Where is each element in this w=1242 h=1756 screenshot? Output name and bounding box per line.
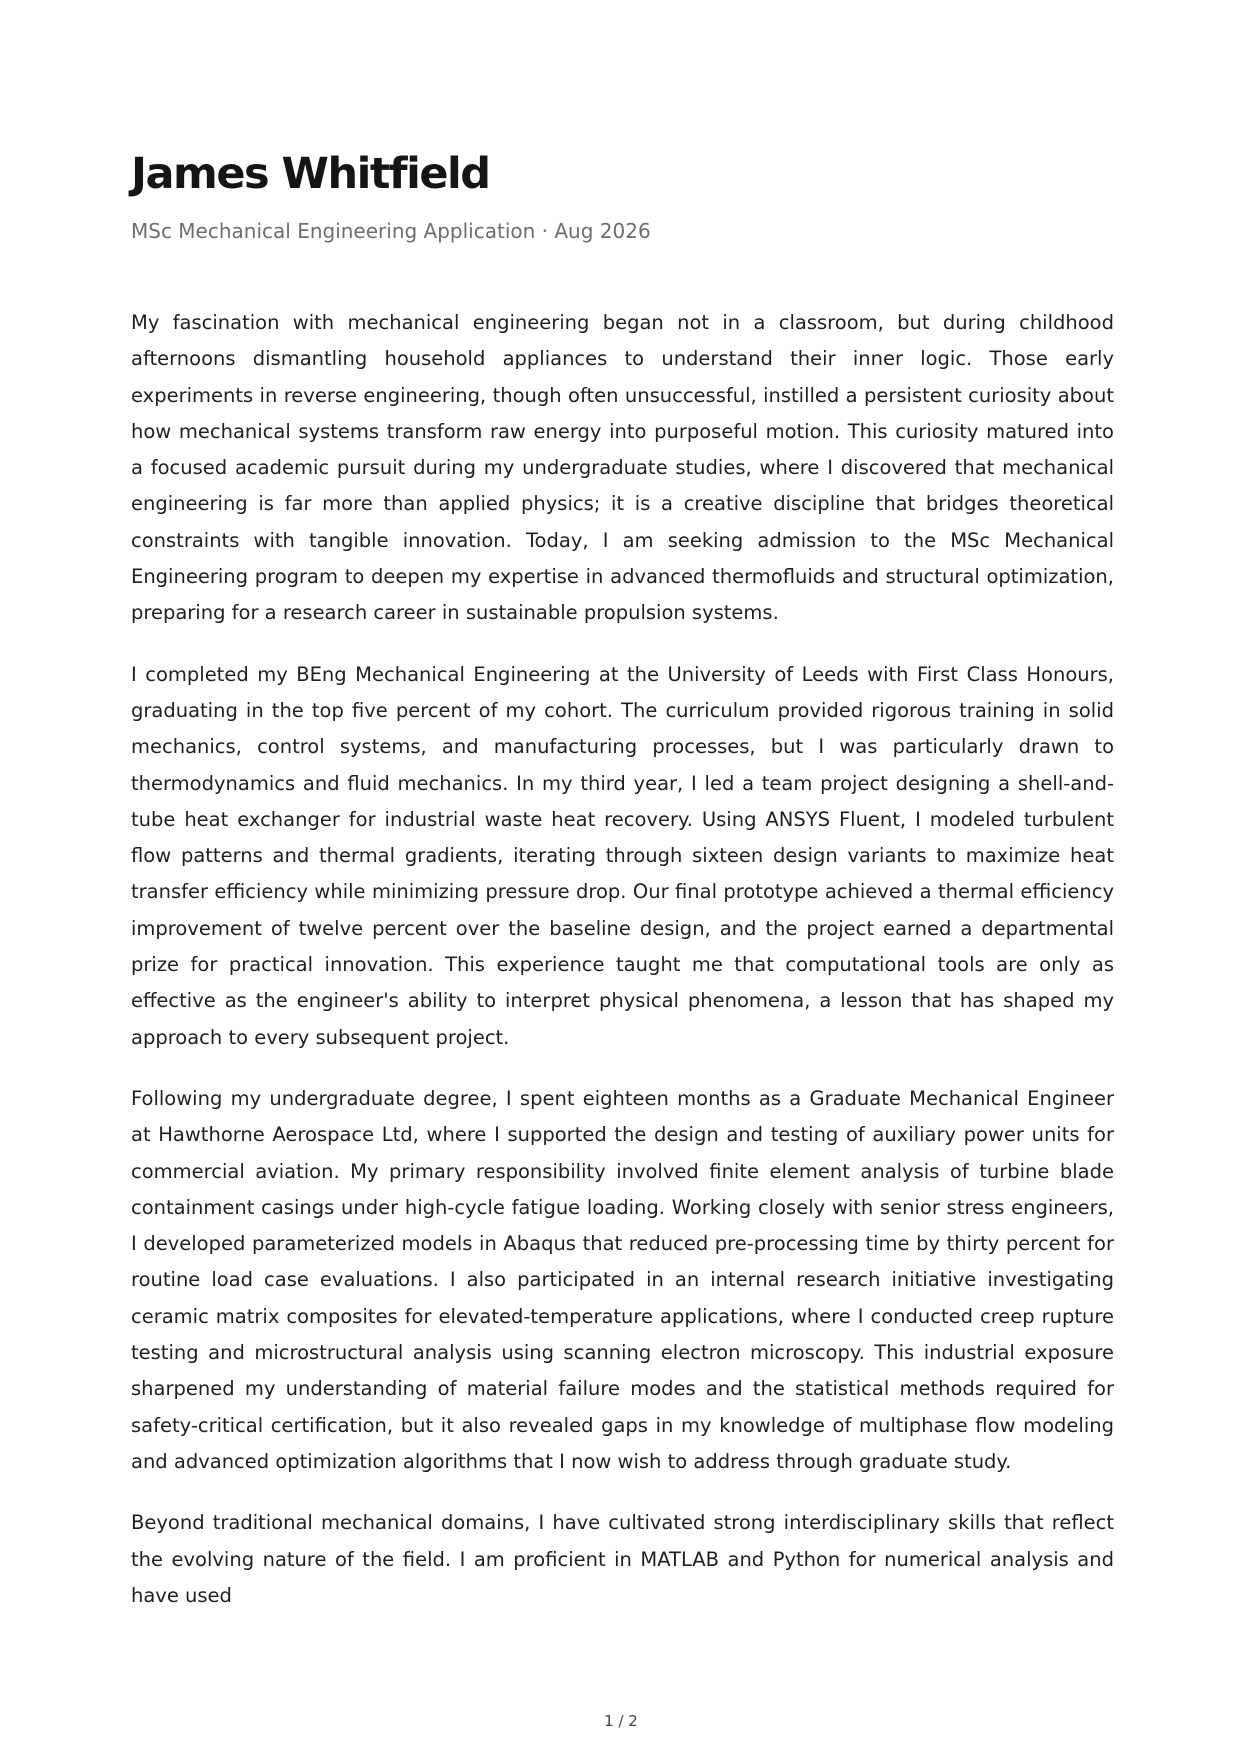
paragraph-2: I completed my BEng Mechanical Engineering at the University of Leeds with First Class Honours, graduating in the top five percent of my cohort. The curriculum provided rigorous training in solid mechanics, control systems, and manufacturing processes, but I was particularly drawn to thermodynamics and fluid mechanics. In my third year, I led a team project designing a shell-and-tube heat exchanger for industrial waste heat recovery. Using ANSYS Fluent, I modeled turbulent flow patterns and thermal gradients, iterating through sixteen design variants to maximize heat transfer efficiency while minimizing pressure drop. Our final prototype achieved a thermal efficiency improvement of twelve percent over the baseline design, and the project earned a departmental prize for practical innovation. This experience taught me that computational tools are only as effective as the engineer's ability to interpret physical phenomena, a lesson that has shaped my approach to every subsequent project. (131, 662, 1114, 1049)
paragraph-3: Following my undergraduate degree, I spent eighteen months as a Graduate Mechanical Engineer at Hawthorne Aerospace Ltd, where I supported the design and testing of auxiliary power units for commercial aviation. My primary responsibility involved finite element analysis of turbine blade containment casings under high-cycle fatigue loading. Working closely with senior stress engineers, I developed parameterized models in Abaqus that reduced pre-processing time by thirty percent for routine load case evaluations. I also participated in an internal research initiative investigating ceramic matrix composites for elevated-temperature applications, where I conducted creep rupture testing and microstructural analysis using scanning electron microscopy. This industrial exposure sharpened my understanding of material failure modes and the statistical methods required for safety-critical certification, but it also revealed gaps in my knowledge of multiphase flow modeling and advanced optimization algorithms that I now wish to address through graduate study. (131, 1086, 1114, 1473)
document-content (131, 148, 1114, 1639)
document-subtitle: MSc Mechanical Engineering Application · Aug 2026 (131, 219, 651, 243)
page-number: 1 / 2 (604, 1712, 638, 1730)
paragraph-4: Beyond traditional mechanical domains, I have cultivated strong interdisciplinary skills that reflect the evolving nature of the field. I am proficient in MATLAB and Python for numerical analysis and have used (131, 1511, 1114, 1607)
statement-body (131, 305, 1114, 1614)
applicant-name: James Whitfield (131, 149, 490, 199)
paragraph-1: My fascination with mechanical engineering began not in a classroom, but during childhood afternoons dismantling household appliances to understand their inner logic. Those early experiments in reverse engineering, though often unsuccessful, instilled a persistent curiosity about how mechanical systems transform raw energy into purposeful motion. This curiosity matured into a focused academic pursuit during my undergraduate studies, where I discovered that mechanical engineering is far more than applied physics; it is a creative discipline that bridges theoretical constraints with tangible innovation. Today, I am seeking admission to the MSc Mechanical Engineering program to deepen my expertise in advanced thermofluids and structural optimization, preparing for a research career in sustainable propulsion systems. (131, 311, 1114, 625)
